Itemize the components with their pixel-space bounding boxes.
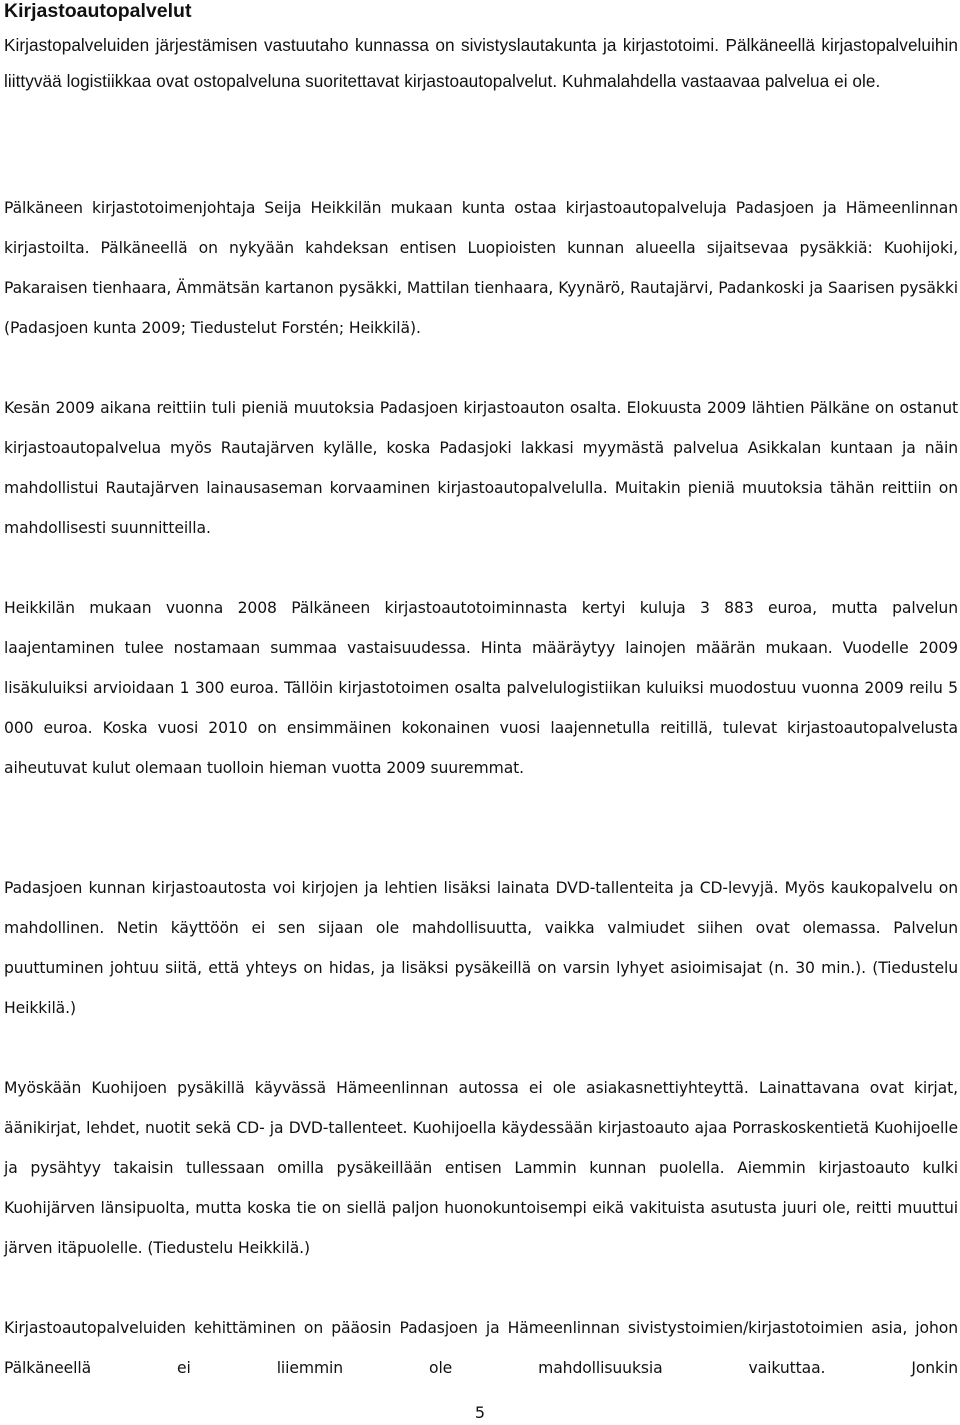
- paragraph-2: Pälkäneen kirjastotoimenjohtaja Seija Heikkilän mukaan kunta ostaa kirjastoautopalveluja Padasjoen ja Hämeenlinnan kirjastoilta. Pälkäneellä on nykyään kahdeksan entisen Luopioisten kunnan alueella sijaitsevaa pysäkkiä: Kuohijoki, Pakaraisen tienhaara, Ämmätsän kartanon pysäkki, Mattilan tienhaara, Kyynärö, Rautajärvi, Padankoski ja Saarisen pysäkki (Padasjoen kunta 2009; Tiedustelut Forstén; Heikkilä).: [4, 199, 958, 337]
- paragraph-6: Myöskään Kuohijoen pysäkillä käyvässä Hämeenlinnan autossa ei ole asiakasnettiyhteyttä. Lainattavana ovat kirjat, äänikirjat, lehdet, nuotit sekä CD- ja DVD-tallenteet. Kuohijoella käydessään kirjastoauto ajaa Porraskoskentietä Kuohijoelle ja pysähtyy takaisin tullessaan omilla pysäkeillään entisen Lammin kunnan puolella. Aiemmin kirjastoauto kulki Kuohijärven länsipuolta, mutta koska tie on siellä paljon huonokuntoisempi eikä vakituista asutusta juuri ole, reitti muuttui järven itäpuolelle. (Tiedustelu Heikkilä.): [4, 1079, 958, 1257]
- paragraph-1: Kirjastopalveluiden järjestämisen vastuutaho kunnassa on sivistyslautakunta ja kirjastotoimi. Pälkäneellä kirjastopalveluihin liittyvää logistiikkaa ovat ostopalveluna suoritettavat kirjastoautopalvelut. Kuhmalahdella vastaavaa palvelua ei ole.: [4, 35, 958, 91]
- paragraph-3: Kesän 2009 aikana reittiin tuli pieniä muutoksia Padasjoen kirjastoauton osalta. Elokuusta 2009 lähtien Pälkäne on ostanut kirjastoautopalvelua myös Rautajärven kylälle, koska Padasjoki lakkasi myymästä palvelua Asikkalan kuntaan ja näin mahdollistui Rautajärven lainausaseman korvaaminen kirjastoautopalvelulla. Muitakin pieniä muutoksia tähän reittiin on mahdollisesti suunnitteilla.: [4, 399, 958, 537]
- paragraph-5: Padasjoen kunnan kirjastoautosta voi kirjojen ja lehtien lisäksi lainata DVD-tallenteita ja CD-levyjä. Myös kaukopalvelu on mahdollinen. Netin käyttöön ei sen sijaan ole mahdollisuutta, vaikka valmiudet siihen ovat olemassa. Palvelun puuttuminen johtuu siitä, että yhteys on hidas, ja lisäksi pysäkeillä on varsin lyhyet asioimisajat (n. 30 min.). (Tiedustelu Heikkilä.): [4, 879, 958, 1017]
- section-heading: Kirjastoautopalvelut: [4, 0, 192, 22]
- paragraph-7: Kirjastoautopalveluiden kehittäminen on pääosin Padasjoen ja Hämeenlinnan sivistystoimien/kirjastotoimien asia, johon Pälkäneellä ei liiemmin ole mahdollisuuksia vaikuttaa. Jonkin: [4, 1319, 958, 1377]
- paragraph-4: Heikkilän mukaan vuonna 2008 Pälkäneen kirjastoautotoiminnasta kertyi kuluja 3 883 euroa, mutta palvelun laajentaminen tulee nostamaan summaa vastaisuudessa. Hinta määräytyy lainojen määrän mukaan. Vuodelle 2009 lisäkuluiksi arvioidaan 1 300 euroa. Tällöin kirjastotoimen osalta palvelulogistiikan kuluiksi muodostuu vuonna 2009 reilu 5 000 euroa. Koska vuosi 2010 on ensimmäinen kokonainen vuosi laajennetulla reitillä, tulevat kirjastoautopalvelusta aiheutuvat kulut olemaan tuolloin hieman vuotta 2009 suuremmat.: [4, 599, 958, 777]
- page-number: 5: [474, 1403, 486, 1422]
